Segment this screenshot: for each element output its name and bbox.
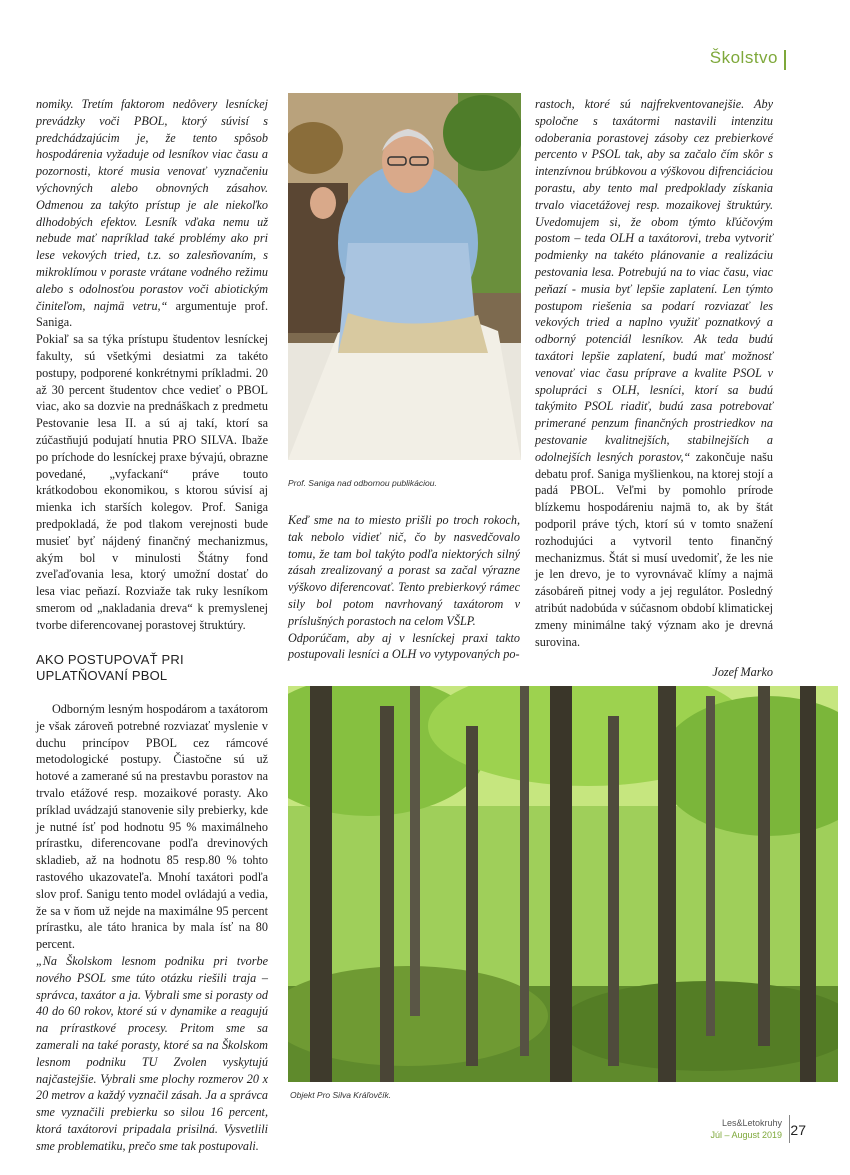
section-label: Školstvo: [709, 48, 778, 67]
paragraph-quote: Odporúčam, aby aj v lesníckej praxi takto postupovali lesníci a OLH vo vytypovaných po-: [288, 630, 520, 662]
column-left: [36, 96, 268, 1155]
page-number: 27: [790, 1122, 806, 1138]
column-middle: [288, 512, 520, 663]
paragraph-quote: Keď sme na to miesto prišli po troch rokoch, tak nebolo vidieť nič, čo by nasvedčovalo tomu, že tam bol takýto podľa niektorých silný zásah zrealizovaný a porast sa začal výrazne výškovo diferencovať. Tento prebierkový rámec sily bol potom navrhovaný taxátorom v príslušných porastoch na celom VŠLP.: [288, 513, 520, 628]
magazine-name: Les&Letokruhy: [721, 1118, 782, 1128]
column-right: [535, 96, 773, 681]
forest-photo: [288, 686, 838, 1082]
footer-magazine: [710, 1117, 782, 1141]
paragraph: Pokiaľ sa sa týka prístupu študentov lesníckej fakulty, sú všetkými desiatmi za takéto postupy, podporené konkrétnymi príkladmi. 20 až 30 percent študentov chce vedieť o PBOL viac, ako sa dozvie na prednáškach z predmetu Pestovanie lesa II. a sú aj takí, ktorí sa zúčastňujú podujatí hnutia PRO SILVA. Ibaže po príchode do lesníckej praxe bývajú, obrazne povedané, „vyfackaní“ práve touto krátkodobou ekonomikou, s ktorou súvisí aj mienka ich starších kolegov. Prof. Saniga predpokladá, že pod tlakom verejnosti bude musieť byť nájdený finančný mechanizmus, akým bol v minulosti Štátny fond zveľaďovania lesa, ktorý umožní dostať do lesa viac peňazí. Rozviaže tak ruky lesníkom smerom od „nakladania dreva“ k premyslenej tvorbe diferencovanej porastovej štruktúry.: [36, 332, 268, 632]
paragraph: nomiky. Tretím faktorom nedôvery lesníckej prevádzky voči PBOL, ktorý súvisí s predchádzajúcim je, že tento spôsob hospodárenia vyžaduje od lesníkov viac času a pozornosti, ktoré musia venovať vyznačeniu výchovných alebo obnovných zásahov. Odmenou za takýto prístup je ale niekoľko dlhodobých efektov. Lesník vďaka nemu už nebude mať napríklad také problémy ako pri lese vekových tried, t.z. so zalesňovaním, s mikroklímou v poraste vrátane vodného režimu alebo s odolnosťou porastov voči abiotickým činiteľom, najmä vetru,“ argumentuje prof. Saniga.: [36, 97, 268, 330]
subheading: AKO POSTUPOVAŤ PRI UPLATŇOVANÍ PBOL: [36, 651, 184, 684]
portrait-photo: [288, 93, 521, 460]
issue-date: Júl – August 2019: [710, 1130, 782, 1140]
paragraph: rastoch, ktoré sú najfrekventovanejšie. Aby spoločne s taxátormi nastavili intenzitu odoberania porastovej zásoby cez prebierkové percento v PSOL tak, aby sa začalo čím skôr s intenzívnou brúbkovou a výškovou difrenciáciou porastu, aby tento mal predpoklady získania trvalo viacetážovej resp. mozaikovej štruktúry. Uvedomujem si, že obom týmto kľúčovým postom – teda OLH a taxátorovi, treba vytvoriť podmienky na takéto plánovanie a realizáciu pestovania lesa. Potrebujú na to viac času, viac peňazí - musia byť lepšie zaplatení. Len týmto postupom riešenia sa podarí rozviazať les vekových tried a naplno využiť poznatkový a odborný potenciál lesníkov. Ak teda budú taxátori lepšie zaplatení, budú mať možnosť venovať viac času príprave a kvalite PSOL v spolupráci s OLH, lesníci, ktorí sa budú takýmito PSOL riadiť, budú zasa potrebovať primerané penzum finančných prostriedkov na pestovanie kvalitnejších, stabilnejších a odolnejších lesných porastov,“ zakončuje našu debatu prof. Saniga myšlienkou, na ktorej stojí a padá PBOL. Veľmi by pomohlo prírode blízkemu hospodáreniu najmä to, ak by štát podporil práve tých, ktorí sú v tomto snažení rozhodujúci a vytvoril tento finančný mechanizmus. Štát si musí uvedomiť, že les nie je len drevo, je to vyrovnávač klímy a najmä zásobáreň pitnej vody a jej regulátor. Posledný atribút nadobúda v súčasnom období klimatickej zmeny minimálne taký význam ako je drevná surovina.: [535, 97, 773, 649]
paragraph-quote: „Na Školskom lesnom podniku pri tvorbe nového PSOL sme túto otázku riešili traja – správca, taxátor a ja. Vybrali sme si porasty od 40 do 60 rokov, ktoré sú v dynamike a reagujú na prírastkové procesy. Pritom sme sa zamerali na také porasty, ktoré sa na Školskom lesnom podniku TU Zvolen vyskytujú najčastejšie. Vybrali sme plochy rozmerov 20 x 20 metrov a každý vyznačil zásah. Ja a správca sme vyznačili prebierku so silou 16 percent, ktorá taxátorovi pripadala prisilná. Vysvetlili sme problematiku, prečo sme tak postupovali.: [36, 954, 268, 1153]
paragraph: Odborným lesným hospodárom a taxátorom je však zároveň potrebné rozviazať myslenie v duchu princípov PBOL cez rámcové metodologické postupy. Čiastočne sú už hotové a zamerané sú na prestavbu porastov na trvalo etážové resp. mozaikové porasty. Ako príklad uvádzajú stanovenie sily prebierky, kde je nutné ísť pod hodnotu 95 % maximálneho prírastku, diferencovane podľa drevinových skladieb, až na hodnotu 85 resp.80 % tohto rastového ukazovateľa. Mnohí taxátori podľa slov prof. Sanigu tento model ovládajú a vedia, že sa v ňom už nejde na maximálne 95 percent prírastku, ale táto hranica by mala ísť na 80 percent.: [36, 702, 268, 952]
section-rule: [784, 50, 786, 70]
photo-caption: Prof. Saniga nad odbornou publikáciou.: [288, 478, 437, 488]
author-signature: Jozef Marko: [712, 665, 773, 680]
photo-caption: Objekt Pro Silva Kráľovčík.: [290, 1090, 392, 1100]
